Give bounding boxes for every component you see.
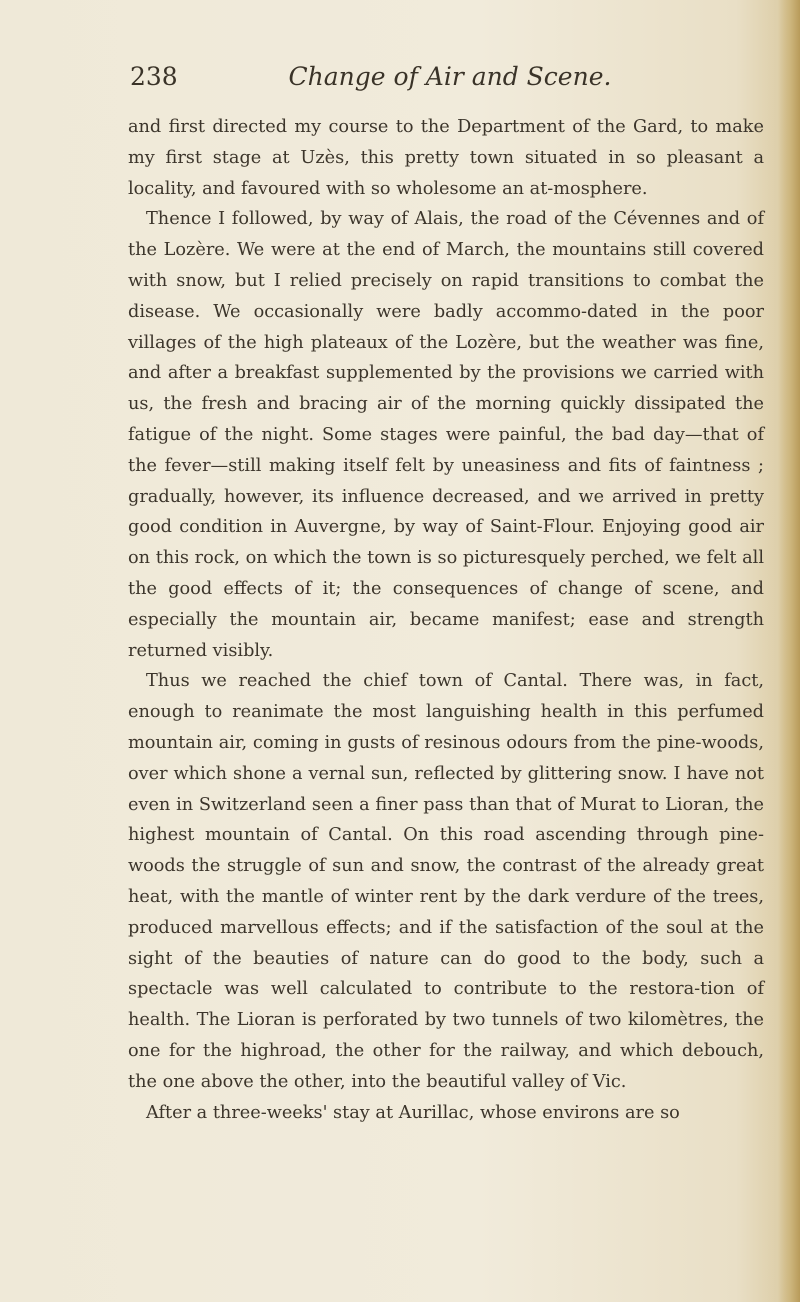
paragraph: Thence I followed, by way of Alais, the road of the Cévennes and of the Lozère. We were at the end of March, the mountains still covered with snow, but I relied precisely on rapid transitions to combat the disease. We occasionally were badly accommo-dated in the poor villages of the high plateaux of the Lozère, but the weather was fine, and after a breakfast supplemented by the provisions we carried with us, the fresh and bracing air of the morning quickly dissipated the fatigue of the night. Some stages were painful, the bad day—that of the fever—still making itself felt by uneasiness and fits of faintness ; gradually, however, its influence decreased, and we arrived in pretty good condition in Auvergne, by way of Saint-Flour. Enjoying good air on this rock, on which the town is so picturesquely perched, we felt all the good effects of it; the consequences of change of scene, and especially the mountain air, became manifest; ease and strength returned visibly. [128, 209, 764, 661]
running-title: Change of Air and Scene. [288, 62, 612, 91]
page-header [130, 60, 770, 100]
body-text [128, 112, 764, 1128]
paragraph: and first directed my course to the Department of the Gard, to make my first stage at Uzès, this pretty town situated in so pleasant a locality, and favoured with so wholesome an at-mosphere. [128, 117, 764, 199]
paragraph: After a three-weeks' stay at Aurillac, whose environs are so [146, 1102, 680, 1123]
page-number: 238 [130, 62, 178, 91]
paragraph: Thus we reached the chief town of Cantal. There was, in fact, enough to reanimate the most languishing health in this perfumed mountain air, coming in gusts of resinous odours from the pine-woods, over which shone a vernal sun, reflected by glittering snow. I have not even in Switzerland seen a finer pass than that of Murat to Lioran, the highest mountain of Cantal. On this road ascending through pine-woods the struggle of sun and snow, the contrast of the already great heat, with the mantle of winter rent by the dark verdure of the trees, produced marvellous effects; and if the satisfaction of the soul at the sight of the beauties of nature can do good to the body, such a spectacle was well calculated to contribute to the restora-tion of health. The Lioran is perforated by two tunnels of two kilomètres, the one for the highroad, the other for the railway, and which debouch, the one above the other, into the beautiful valley of Vic. [128, 671, 764, 1092]
page-edge [778, 0, 800, 1302]
